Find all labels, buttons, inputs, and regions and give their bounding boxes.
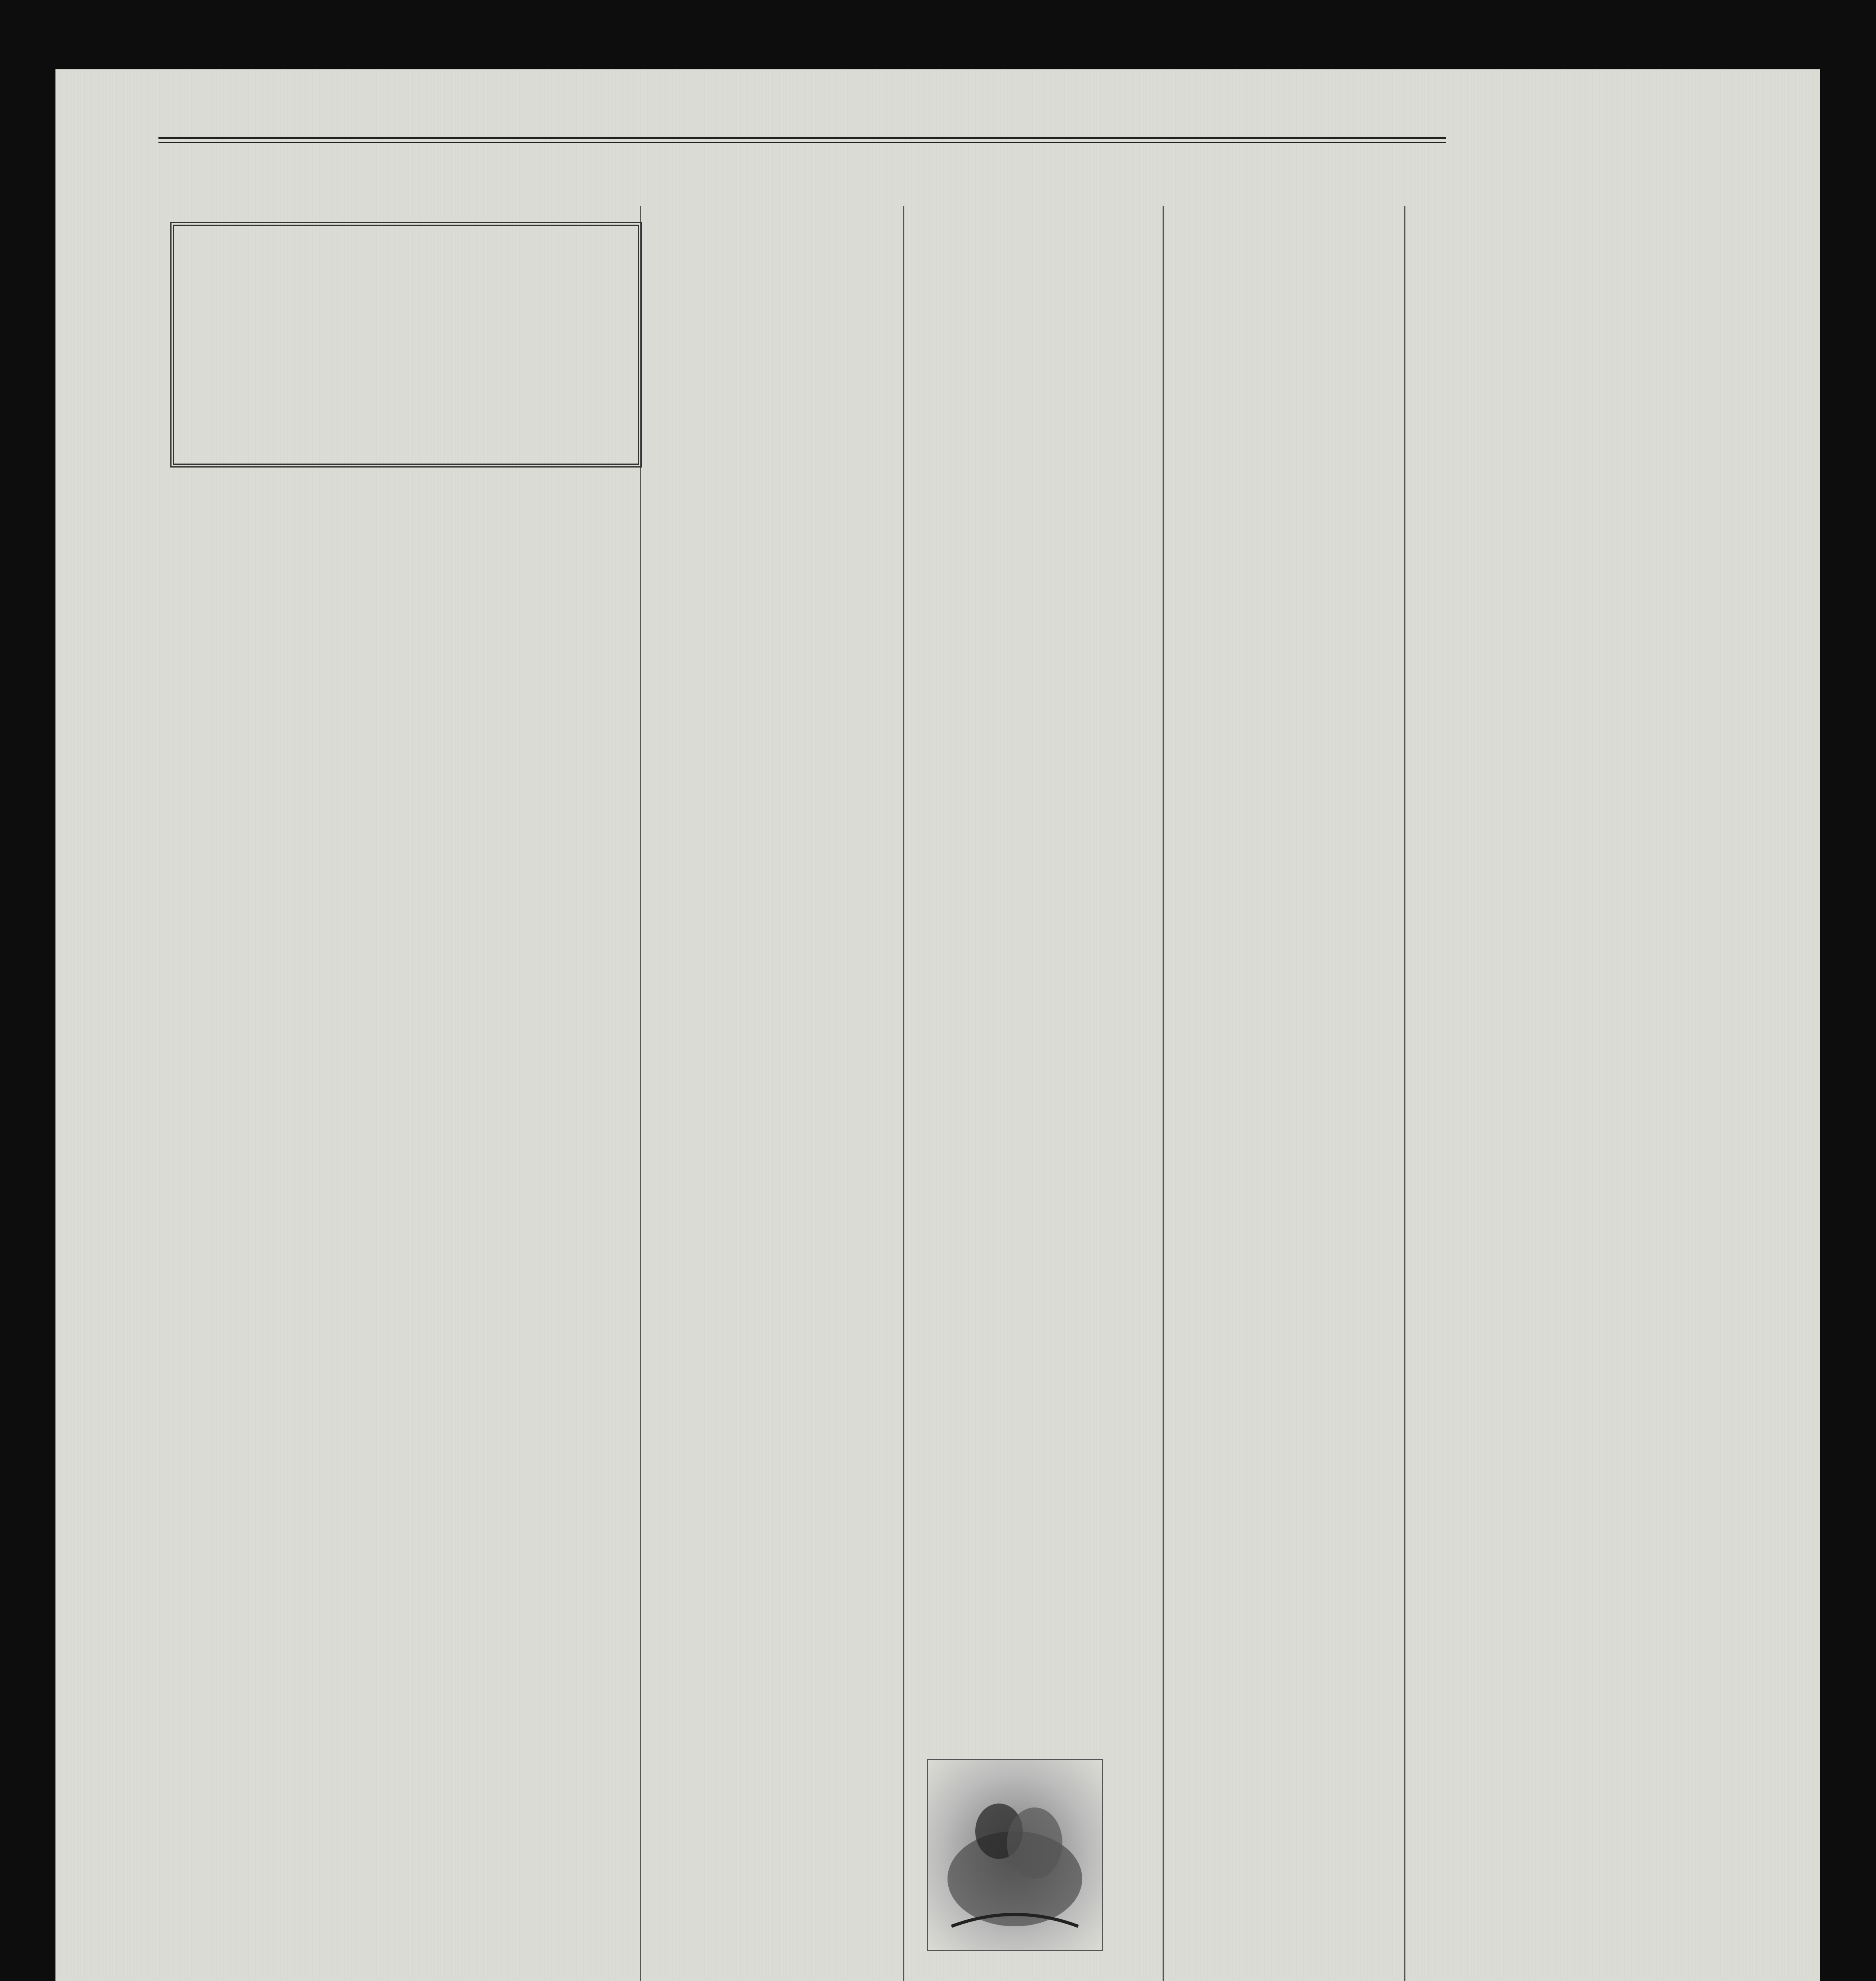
story-column-3 [909,210,1159,1751]
column-rule [640,206,641,1981]
story-column-1 [170,475,634,1981]
illustration-art [928,1760,1102,1950]
masthead-rule [158,137,1446,139]
column-rule [1163,206,1164,1981]
column-rule [1404,206,1405,1981]
story-column-4 [1169,210,1398,1981]
column-rule [903,206,904,1981]
story-column-2 [646,210,899,1981]
story-column-3-continued [909,1977,1159,1981]
story-title-box [170,222,642,468]
masthead-rule-thin [158,142,1446,143]
story-illustration [927,1759,1103,1951]
